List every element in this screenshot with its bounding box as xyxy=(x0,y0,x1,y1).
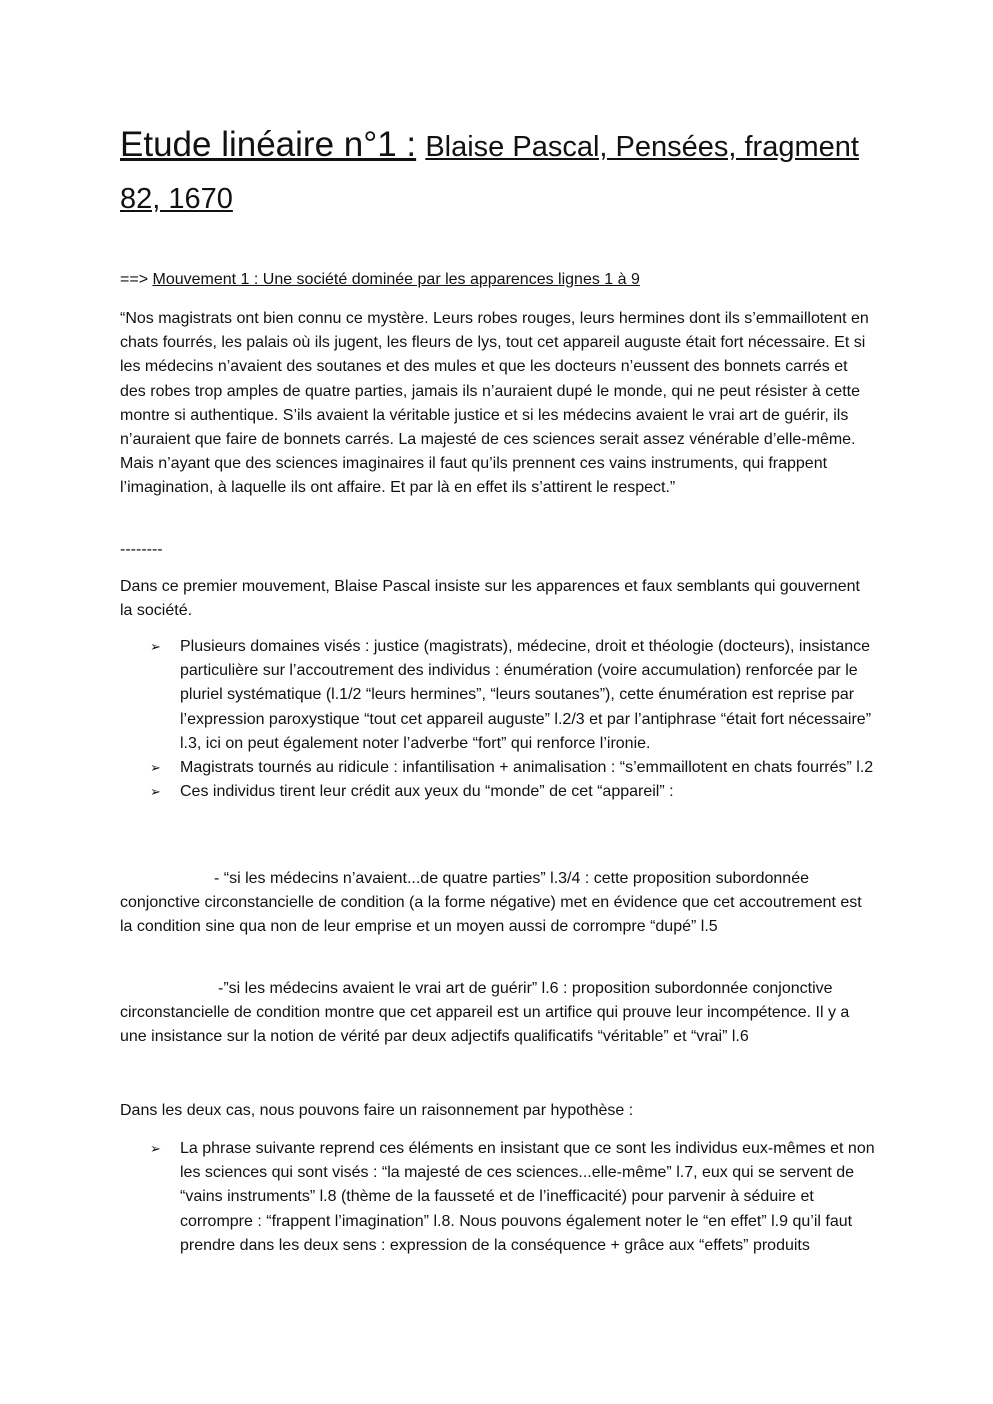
sub-point-1 xyxy=(120,867,876,940)
analysis-list-1 xyxy=(120,635,876,804)
title-study-number: Etude linéaire n°1 : xyxy=(120,125,417,164)
sub-point-2-text: -”si les médecins avaient le vrai art de guérir” l.6 : proposition subordonnée conjonctive circonstancielle de condition montre que cet appareil est un artifice qui prouve leur incompétence. Il y a une insistance sur la notion de vérité par deux adjectifs qualificatifs “véritable” et “vrai” l.6 xyxy=(120,980,850,1046)
list-item xyxy=(120,635,876,756)
arrow-bullet-icon: ➢ xyxy=(150,639,161,654)
sub-point-1-text: - “si les médecins n’avaient...de quatre parties” l.3/4 : cette proposition subordonnée conjonctive circonstancielle de condition (a la forme négative) met en évidence que cet accoutrement est la condition sine qua non de leur emprise et un moyen aussi de corrompre “dupé” l.5 xyxy=(120,870,862,936)
arrow-bullet-icon: ➢ xyxy=(150,760,161,776)
separator: -------- xyxy=(120,541,163,558)
list-item xyxy=(120,756,876,780)
analysis-list-2 xyxy=(120,1137,876,1258)
page-title xyxy=(120,120,880,224)
list-item xyxy=(120,1137,876,1258)
movement-label: Mouvement 1 : Une société dominée par les apparences lignes 1 à 9 xyxy=(152,271,640,288)
sub-point-2 xyxy=(120,977,876,1050)
title-work-reference: Blaise Pascal, Pensées, fragment 82, 1670 xyxy=(120,131,859,215)
list-item-text: Magistrats tournés au ridicule : infantilisation + animalisation : “s’emmaillotent en chats fourrés” l.2 xyxy=(180,759,874,777)
intro-paragraph: Dans ce premier mouvement, Blaise Pascal insiste sur les apparences et faux semblants qui gouvernent la société. xyxy=(120,578,860,620)
list-item-text: Plusieurs domaines visés : justice (magistrats), médecine, droit et théologie (docteurs), insistance particulière sur l’accoutrement des individus : énumération (voire accumulation) renforcée par le pluriel systématique (l.1/2 “leurs hermines”, “leurs soutanes”), cette énumération est reprise par l’expression paroxystique “tout cet appareil auguste” l.2/3 et par l’antiphrase “était fort nécessaire” l.3, ici on peut également noter l’adverbe “fort” qui renforce l’ironie. xyxy=(180,638,872,752)
movement-heading xyxy=(120,268,880,292)
movement-arrow: ==> xyxy=(120,271,149,288)
arrow-bullet-icon: ➢ xyxy=(150,784,161,800)
hypothesis-paragraph: Dans les deux cas, nous pouvons faire un raisonnement par hypothèse : xyxy=(120,1102,634,1119)
arrow-bullet-icon: ➢ xyxy=(150,1141,161,1156)
list-item-text: La phrase suivante reprend ces éléments en insistant que ce sont les individus eux-mêmes et non les sciences qui sont visés : “la majesté de ces sciences...elle-même” l.7, eux qui se servent de “vains instruments” l.8 (thème de la fausseté et de l’inefficacité) pour parvenir à séduire et corrompre : “frappent l’imagination” l.8. Nous pouvons également noter le “en effet” l.9 qu’il faut prendre dans les deux sens : expression de la conséquence + grâce aux “effets” produits xyxy=(180,1140,875,1254)
list-item xyxy=(120,780,876,804)
list-item-text: Ces individus tirent leur crédit aux yeux du “monde” de cet “appareil” : xyxy=(180,783,674,801)
pascal-quote: “Nos magistrats ont bien connu ce mystère. Leurs robes rouges, leurs hermines dont ils s’emmaillotent en chats fourrés, les palais où ils jugent, les fleurs de lys, tout cet appareil auguste était fort nécessaire. Et si les médecins n’avaient des soutanes et des mules et que les docteurs n’eussent des bonnets carrés et des robes trop amples de quatre parties, jamais ils n’auraient dupé le monde, qui ne peut résister à cette montre si authentique. S’ils avaient la véritable justice et si les médecins avaient le vrai art de guérir, ils n’auraient que faire de bonnets carrés. La majesté de ces sciences serait assez vénérable d’elle-même. Mais n’ayant que des sciences imaginaires il faut qu’ils prennent ces vains instruments, qui frappent l’imagination, à laquelle ils ont affaire. Et par là en effet ils s’attirent le respect.” xyxy=(120,310,869,497)
